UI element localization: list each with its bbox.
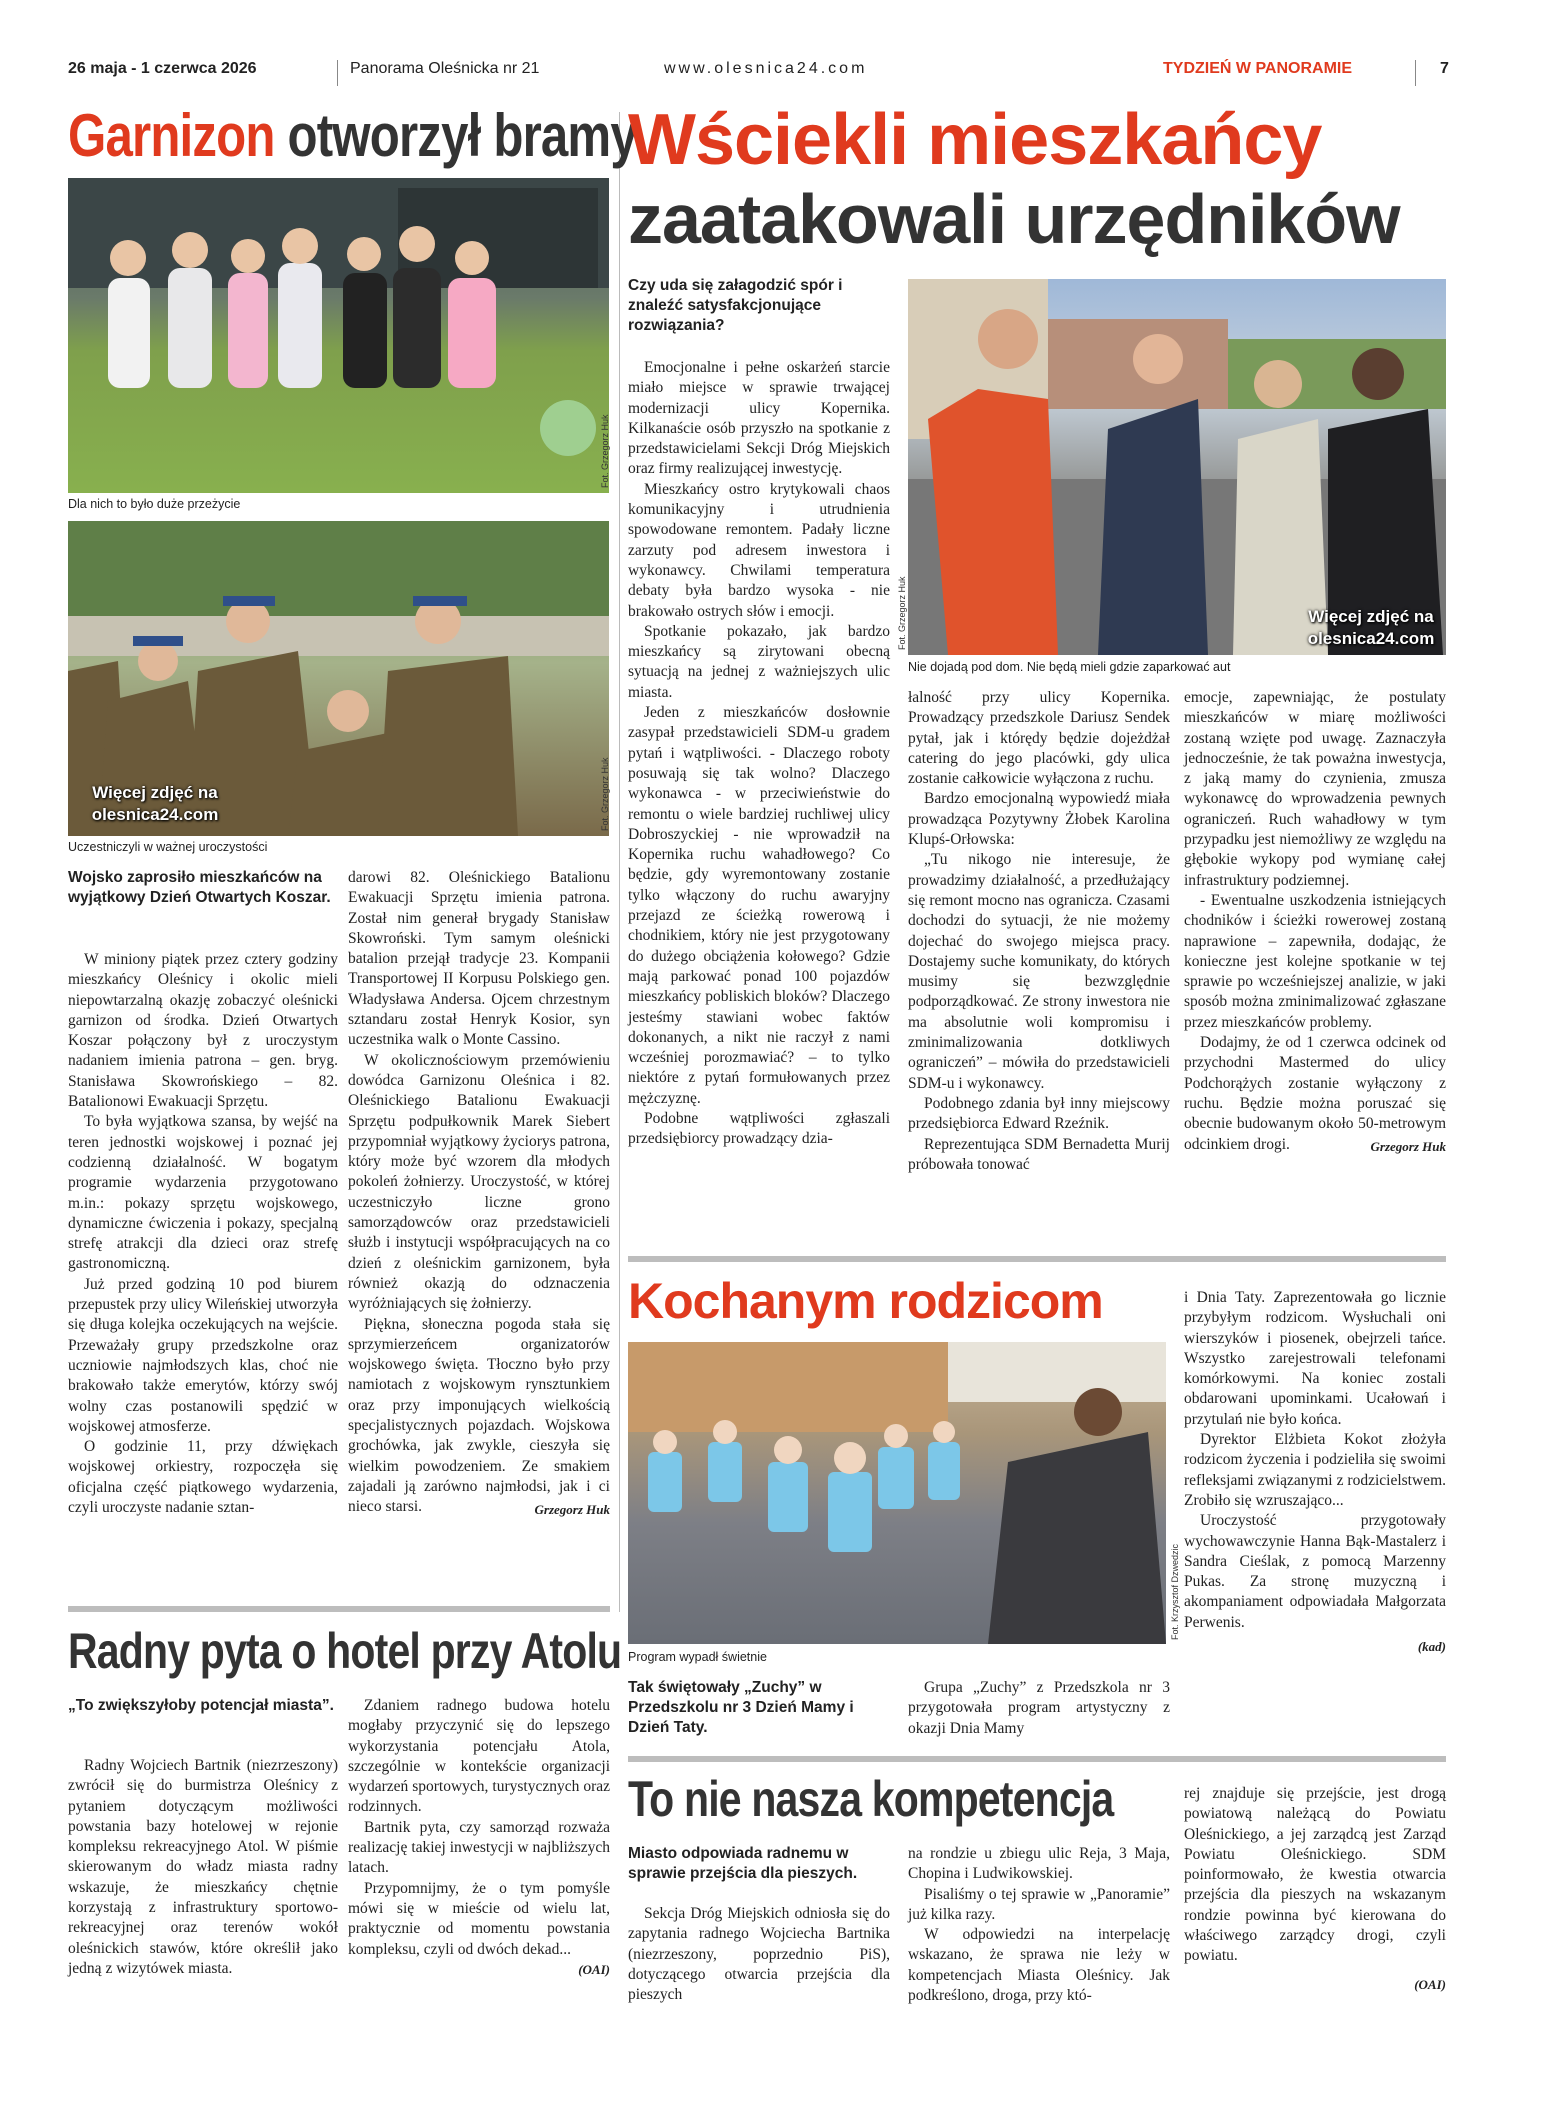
wsciekli-lead: Czy uda się załagodzić spór i znaleźć satysfakcjonujące rozwiązania? <box>628 277 843 334</box>
radny-col1-p1: Radny Wojciech Bartnik (niezrzeszony) zwrócił się do burmistrza Oleśnicy z pytaniem dotyczącym możliwości powstania bazy hotelowej w rejonie kompleksu rekreacyjnego Atol. W piśmie skierowanym do władz miasta radny wskazuje, że mieszkańcy chętnie korzystają z infrastruktury sportowo-rekreacyjnej oraz terenów wokół oleśnickich stawów, które określił jako jedną z wizytówek miasta. <box>68 1757 338 1977</box>
wsciekli-col1-p4: Jeden z mieszkańców dosłownie zasypał przedstawicieli SDM-u gradem pytań i wątpliwości. - Dlaczego roboty posuwają się tak wolno? Dlaczego wykonawca - w przeciwieństwie do remontu o wiele bardziej ruchliwej ulicy Dobroszyckiej - nie wprowadził na Kopernika ruchu wahadłowego? Co będzie, gdy wyremontowany zostanie tylko włączony do ruchu awaryjny przejazd ze ścieżką rowerową i chodnikiem, który nie jest przygotowany do dużego obciążenia kołowego? Gdzie mają parkować ponad 100 pojazdów mieszkańcy pobliskich bloków? Dlaczego jesteśmy stawiani wobec faktów dokonanych, a nikt nie raczył z nami wcześniej porozmawiać? – to tylko niektóre z pytań formułowanych przez mężczyznę. <box>628 704 890 1107</box>
wsciekli-col2-p4: Podobnego zdania był inny miejscowy przedsiębiorca Edward Rzeźnik. <box>908 1094 1170 1133</box>
kompetencja-col1-p1: Sekcja Dróg Miejskich odniosła się do zapytania radnego Wojciecha Bartnika (niezrzeszony, poprzednio PiS), dotyczącego otwarcia przejścia dla pieszych <box>628 1905 890 2004</box>
wsciekli-col2-p3: „Tu nikogo nie interesuje, że prowadzimy działalność, a przedłużający się remont mocno nas ogranicza. Czasami dochodzi do sytuacji, że nie możemy dojechać do swojego miejsca pracy. Dostajemy suche komunikaty, do których musimy się bezwzględnie podporządkować. Ze strony inwestora nie ma absolutnie woli kompromisu i zminimalizowania dotkliwych ograniczeń” – mówiła do przedstawicieli SDM-u i wykonawcy. <box>908 851 1170 1092</box>
radny-headline: Radny pyta o hotel przy Atolu <box>68 1623 622 1679</box>
garnizon-photo2-credit: Fot. Grzegorz Huk <box>600 757 610 831</box>
garnizon-col1 <box>68 950 338 1518</box>
garnizon-photo2-caption: Uczestniczyli w ważnej uroczystości <box>68 840 268 854</box>
radny-col2-p3: Przypomnijmy, że o tym pomyśle mówi się w mieście od wielu lat, praktycznie od momentu powstania kompleksu, czyli od dwóch dekad... <box>348 1879 610 1958</box>
rule <box>68 1606 610 1612</box>
wsciekli-col2-p5: Reprezentująca SDM Bernadetta Murij próbowała tonować <box>908 1135 1170 1173</box>
wsciekli-col1-p1: Emocjonalne i pełne oskarżeń starcie miało miejsce w sprawie trwającej modernizacji ulicy Kopernika. Kilkanaście osób przyszło na spotkanie z przedstawicielami Sekcji Dróg Miejskich oraz firmy realizującej inwestycję. <box>628 359 890 478</box>
wsciekli-promo-line2: olesnica24.com <box>1307 629 1435 648</box>
radny-col2-p2: Bartnik pyta, czy samorząd rozważa realizację takiej inwestycji w najbliższych latach. <box>348 1818 610 1877</box>
wsciekli-col3-p2: - Ewentualne uszkodzenia istniejących chodników i ścieżki rowerowej zostaną naprawione – zapewniła, dodając, że konieczne jest kolejne spotkanie w tej sprawie po wcześniejszej analizie, w jaki sposób można zminimalizować zgłaszane przez mieszkańców problemy. <box>1184 891 1446 1031</box>
kochanym-col2-p1: Grupa „Zuchy” z Przedszkola nr 3 przygotowała program artystyczny z okazji Dnia Mamy <box>908 1679 1170 1737</box>
wsciekli-col1-p5: Podobne wątpliwości zgłaszali przedsiębiorcy prowadzący dzia- <box>628 1109 890 1148</box>
kochanym-col3-p1: i Dnia Taty. Zaprezentowała go licznie przybyłym rodzicom. Wysłuchali oni wierszyków i piosenek, obejrzeli tańce. Wszystko zarejestrowali telefonami komórkowymi. Na koniec zostali obdarowani upominkami. Ucałowań i przytulań nie było końca. <box>1184 1289 1446 1428</box>
issue-number: Panorama Oleśnicka nr 21 <box>350 60 540 77</box>
wsciekli-col2 <box>908 688 1170 1175</box>
garnizon-photo1-caption: Dla nich to było duże przeżycie <box>68 497 241 511</box>
wsciekli-signature: Grzegorz Huk <box>1370 1138 1446 1154</box>
kochanym-photo <box>628 1342 1166 1644</box>
garnizon-col1-p1: W miniony piątek przez cztery godziny mieszkańcy Oleśnicy i okolic mieli niepowtarzalną okazję zobaczyć oleśnicki garnizon od środka. Dzień Otwartych Koszar połączony był z uroczystym nadaniem imienia patrona – gen. bryg. Stanisława Skowrońskiego – 82. Batalionowi Ewakuacji Sprzętu. <box>68 951 338 1111</box>
garnizon-photo1-credit: Fot. Grzegorz Huk <box>600 414 610 488</box>
rule <box>628 1256 1446 1262</box>
wsciekli-col3-p3: Dodajmy, że od 1 czerwca odcinek od przychodni Mastermed do ulicy Podchorążych zostanie wyłączony z ruchu. Będzie można poruszać się obecnie budowanym około 50-metrowym odcinkiem drogi. <box>1184 1034 1446 1153</box>
kochanym-col3-p2: Dyrektor Elżbieta Kokot złożyła rodzicom życzenia i podzieliła się swoimi refleksjami związanymi z rodzicielstwem. Zrobiło się wzruszająco... <box>1184 1431 1446 1509</box>
garnizon-col2 <box>348 868 610 1520</box>
wsciekli-col3-p1: emocje, zapewniając, że postulaty mieszkańców w miarę możliwości zostaną wzięte pod uwagę. Zaznaczyła jednocześnie, że tak poważna inwestycja, z jaką mamy do czynienia, zmusza wykonawcę do wprowadzenia pewnych ograniczeń. Ruch wahadłowy w tym przypadku jest niemożliwy ze względu na głębokie wykopy pod wymianę całej infrastruktury podziemnej. <box>1184 689 1446 889</box>
kochanym-signature: (kad) <box>1417 1639 1446 1655</box>
wsciekli-photo-promo[interactable] <box>1296 606 1446 650</box>
garnizon-col2-p1: darowi 82. Oleśnickiego Batalionu Ewakuacji Sprzętu imienia patrona. Został nim generał brygady Stanisław Skowroński. Tym samym oleśnicki batalion przejął tradycje 23. Kompanii Transportowej II Korpusu Polskiego gen. Władysława Andersa. Ojcem chrzestnym sztandaru został Henryk Kosior, syn uczestnika walk o Monte Cassino. <box>348 869 610 1049</box>
kochanym-photo-caption: Program wypadł świetnie <box>628 1650 767 1664</box>
wsciekli-col2-p1: łalność przy ulicy Kopernika. Prowadzący przedszkole Dariusz Sendek pytał, jak i którędy będzie dojeżdżał catering do jego placówki, gdy ulica zostanie całkowicie wyłączona z ruchu. <box>908 689 1170 788</box>
radny-signature: (OAI) <box>578 1961 610 1977</box>
garnizon-col1-p3: Już przed godziną 10 pod biurem przepustek przy ulicy Wileńskiej utworzyła się długa kolejka oczekujących na wejście. Przeważały grupy przedszkolne oraz uczniowie najmłodszych klas, choć nie brakowało także emerytów, którzy swój wolny czas postanowili spędzić w wojskowej atmosferze. <box>68 1275 338 1435</box>
wsciekli-photo-caption: Nie dojadą pod dom. Nie będą mieli gdzie zaparkować aut <box>908 660 1231 674</box>
wsciekli-photo <box>908 279 1446 655</box>
radny-col2-p1: Zdaniem radnego budowa hotelu mogłaby przyczynić się do lepszego wykorzystania potencjału Atola, szczególnie w kontekście organizacji wydarzeń sportowych, turystycznych oraz rodzinnych. <box>348 1697 610 1816</box>
wsciekli-col1 <box>628 358 890 1150</box>
kompetencja-signature: (OAI) <box>1414 1976 1446 1992</box>
wsciekli-col1-p3: Spotkanie pokazało, jak bardzo mieszkańcy są zirytowani obecną sytuacją na jednej z ważniejszych ulic miasta. <box>628 622 890 701</box>
garnizon-col2-p3: Piękna, słoneczna pogoda stała się sprzymierzeńcem organizatorów wojskowego święta. Tłoczno było przy namiotach z wojskowym rynsztunkiem oraz przy imponujących wielkością specjalistycznych pojazdach. Wojskowa grochówka, jak zwykle, cieszyła się wielkim powodzeniem. Ze smakiem zajadali ją zarówno najmłodsi, jak i ci nieco starsi. <box>348 1315 610 1516</box>
garnizon-promo-line2: olesnica24.com <box>91 805 219 824</box>
radny-col1 <box>68 1756 338 1979</box>
garnizon-photo-promo[interactable] <box>80 782 230 826</box>
section-title: TYDZIEŃ W PANORAMIE <box>1163 60 1353 77</box>
wsciekli-col3 <box>1184 688 1446 1157</box>
garnizon-col1-p4: O godzinie 11, przy dźwiękach wojskowej orkiestry, rozpoczęła się oficjalna część piątkowego wydarzenia, czyli uroczyste nadanie sztan- <box>68 1438 338 1517</box>
kompetencja-lead: Miasto odpowiada radnemu w sprawie przejścia dla pieszych. <box>628 1845 858 1882</box>
kompetencja-col2-p3: W odpowiedzi na interpelację wskazano, że sprawa nie leży w kompetencjach Miasta Oleśnicy. Jak podkreślono, droga, przy któ- <box>908 1926 1170 2005</box>
kompetencja-col2-p1: na rondzie u zbiegu ulic Reja, 3 Maja, Chopina i Ludwikowskiej. <box>908 1845 1170 1883</box>
garnizon-signature: Grzegorz Huk <box>534 1501 610 1517</box>
kochanym-photo-credit: Fot. Krzysztof Dzwedzic <box>1170 1543 1180 1640</box>
garnizon-headline-part2: otworzył bramy <box>287 102 637 169</box>
website-link[interactable]: www.olesnica24.com <box>664 60 868 77</box>
kompetencja-headline: To nie nasza kompetencja <box>628 1771 1114 1827</box>
garnizon-col2-p2: W okolicznościowym przemówieniu dowódca Garnizonu Oleśnica i 82. Oleśnickiego Batalionu Ewakuacji Sprzętu podpułkownik Marek Siebert przypomniał wyjątkowy życiorys patrona, który może być wzorem dla młodych pokoleń żołnierzy. Uroczystość, w której uczestniczyło liczne grono samorządowców oraz przedstawicieli służb i instytucji współpracujących na co dzień z oleśnickim garnizonem, była również okazją do odznaczenia wyróżniających się żołnierzy. <box>348 1051 610 1313</box>
garnizon-headline <box>68 102 637 169</box>
garnizon-photo-children <box>68 178 609 493</box>
wsciekli-headline-line2: zaatakowali urzędników <box>628 180 1400 258</box>
radny-lead: „To zwiększyłoby potencjał miasta”. <box>68 1697 334 1714</box>
wsciekli-promo-line1: Więcej zdjęć na <box>1308 607 1434 626</box>
page-number: 7 <box>1440 60 1449 77</box>
kochanym-col3 <box>1184 1288 1446 1657</box>
kompetencja-col3 <box>1184 1784 1446 1995</box>
rule <box>628 1756 1446 1762</box>
wsciekli-headline-line1: Wściekli mieszkańcy <box>628 100 1322 180</box>
kochanym-headline: Kochanym rodzicom <box>628 1273 1103 1329</box>
garnizon-promo-line1: Więcej zdjęć na <box>92 783 218 802</box>
garnizon-lead: Wojsko zaprosiło mieszkańców na wyjątkowy Dzień Otwartych Koszar. <box>68 869 331 906</box>
wsciekli-col1-p2: Mieszkańcy ostro krytykowali chaos komunikacyjny i utrudnienia spowodowane remontem. Padały liczne zarzuty pod adresem inwestora i wykonawcy. Chwilami temperatura debaty była bardzo wysoka - nie brakowało ostrych słów i emocji. <box>628 480 890 620</box>
radny-col2 <box>348 1696 610 1980</box>
kompetencja-col1 <box>628 1904 890 2005</box>
garnizon-headline-part1: Garnizon <box>68 102 275 169</box>
kochanym-col3-p3: Uroczystość przygotowały wychowawczynie Hanna Bąk-Mastalerz i Sandra Cieślak, z pomocą Marzenny Pukas. Za stronę muzyczną i akompaniament odpowiadała Małgorzata Perwenis. <box>1184 1512 1446 1631</box>
kompetencja-col2-p2: Pisaliśmy o tej sprawie w „Panoramie” już kilka razy. <box>908 1885 1170 1923</box>
kochanym-col2 <box>908 1678 1170 1739</box>
kompetencja-col2 <box>908 1844 1170 2006</box>
wsciekli-photo-credit: Fot. Grzegorz Huk <box>897 576 907 650</box>
wsciekli-col2-p2: Bardzo emocjonalną wypowiedź miała prowadząca Pozytywny Żłobek Karolina Klupś-Orłowska: <box>908 790 1170 849</box>
kochanym-lead: Tak świętowały „Zuchy” w Przedszkolu nr 3 Dzień Mamy i Dzień Taty. <box>628 1679 854 1736</box>
kompetencja-col3-p1: rej znajduje się przejście, jest drogą powiatową należącą do Powiatu Oleśnickiego, a jej zarządcą jest Zarząd Powiatu Oleśnickiego. SDM poinformowało, że kwestia otwarcia przejścia dla pieszych na wskazanym rondzie powinna być kierowana do właściwego zarządcy drogi, czyli powiatu. <box>1184 1785 1446 1965</box>
issue-date: 26 maja - 1 czerwca 2026 <box>68 60 257 77</box>
garnizon-col1-p2: To była wyjątkowa szansa, by wejść na teren jednostki wojskowej i poznać jej codzienną działalność. W bogatym programie wydarzenia przygotowano m.in.: pokazy sprzętu wojskowego, dynamiczne ćwiczenia i pokazy, specjalną strefę atrakcji dla dzieci oraz strefę gastronomiczną. <box>68 1113 338 1273</box>
